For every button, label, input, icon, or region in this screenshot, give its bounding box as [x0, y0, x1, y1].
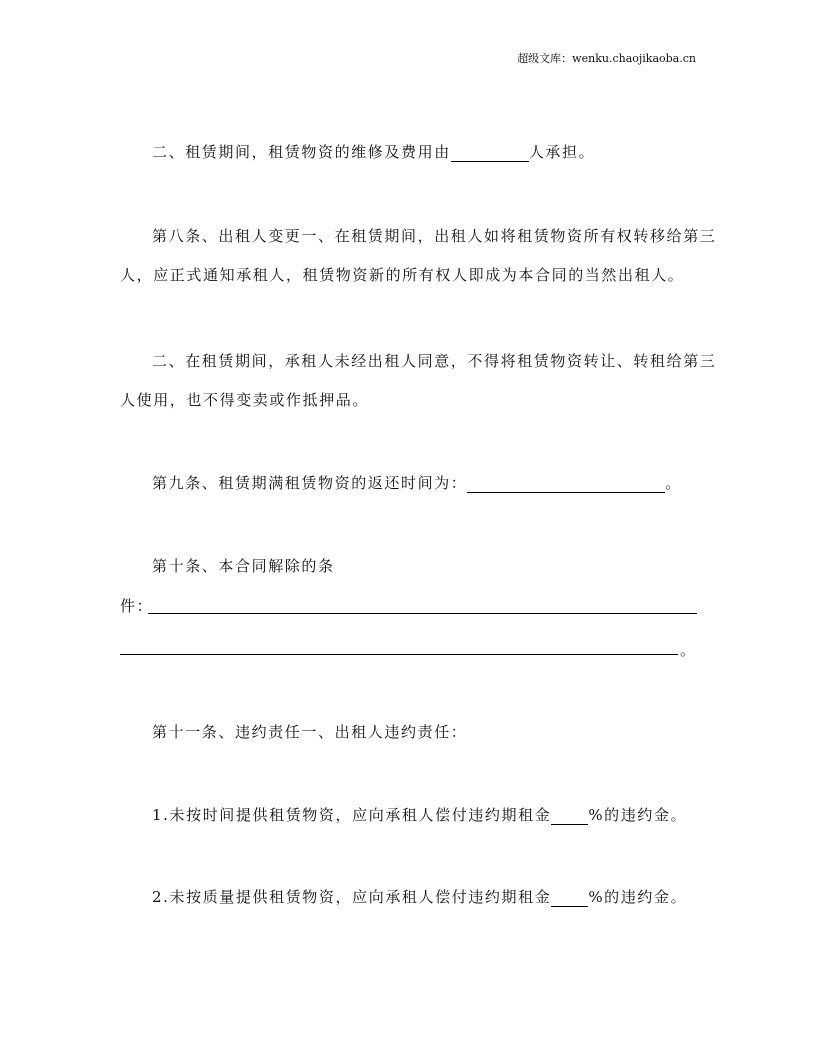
- article-11: 第十一条、违约责任一、出租人违约责任：: [152, 723, 468, 741]
- article-8-line1: 第八条、出租人变更一、在租赁期间，出租人如将租赁物资所有权转移给第三: [152, 227, 717, 245]
- text: %的违约金。: [588, 806, 688, 824]
- article-10-line1: 第十条、本合同解除的条: [152, 557, 335, 575]
- fill-blank: [467, 476, 665, 493]
- article-8-clause2-line2: 人使用，也不得变卖或作抵押品。: [120, 391, 370, 409]
- fill-line: [148, 613, 697, 614]
- paragraph-maintenance-cost: [152, 142, 595, 162]
- article-8-line2: 人，应正式通知承租人，租赁物资新的所有权人即成为本合同的当然出租人。: [120, 266, 685, 284]
- text: 人承担。: [528, 143, 596, 161]
- article-11-item2: [152, 887, 687, 907]
- text: 第九条、租赁期满租赁物资的返还时间为：: [152, 474, 468, 492]
- page-header: 超级文库：wenku.chaojikaoba.cn: [517, 52, 696, 65]
- text: 1.未按时间提供租赁物资，应向承租人偿付违约期租金: [152, 806, 552, 824]
- article-9: [152, 473, 682, 493]
- article-10-end: 。: [680, 641, 697, 659]
- fill-blank: [451, 145, 529, 162]
- text: %的违约金。: [588, 888, 688, 906]
- article-11-item1: [152, 805, 687, 825]
- article-10-line2: 件：: [120, 597, 154, 615]
- text: 。: [665, 474, 683, 492]
- text: 2.未按质量提供租赁物资，应向承租人偿付违约期租金: [152, 888, 552, 906]
- text: 二、租赁期间，租赁物资的维修及费用由: [152, 143, 451, 161]
- fill-line: [120, 654, 678, 655]
- article-8-clause2-line1: 二、在租赁期间，承租人未经出租人同意，不得将租赁物资转让、转租给第三: [152, 352, 717, 370]
- fill-blank: [551, 808, 588, 825]
- fill-blank: [551, 890, 588, 907]
